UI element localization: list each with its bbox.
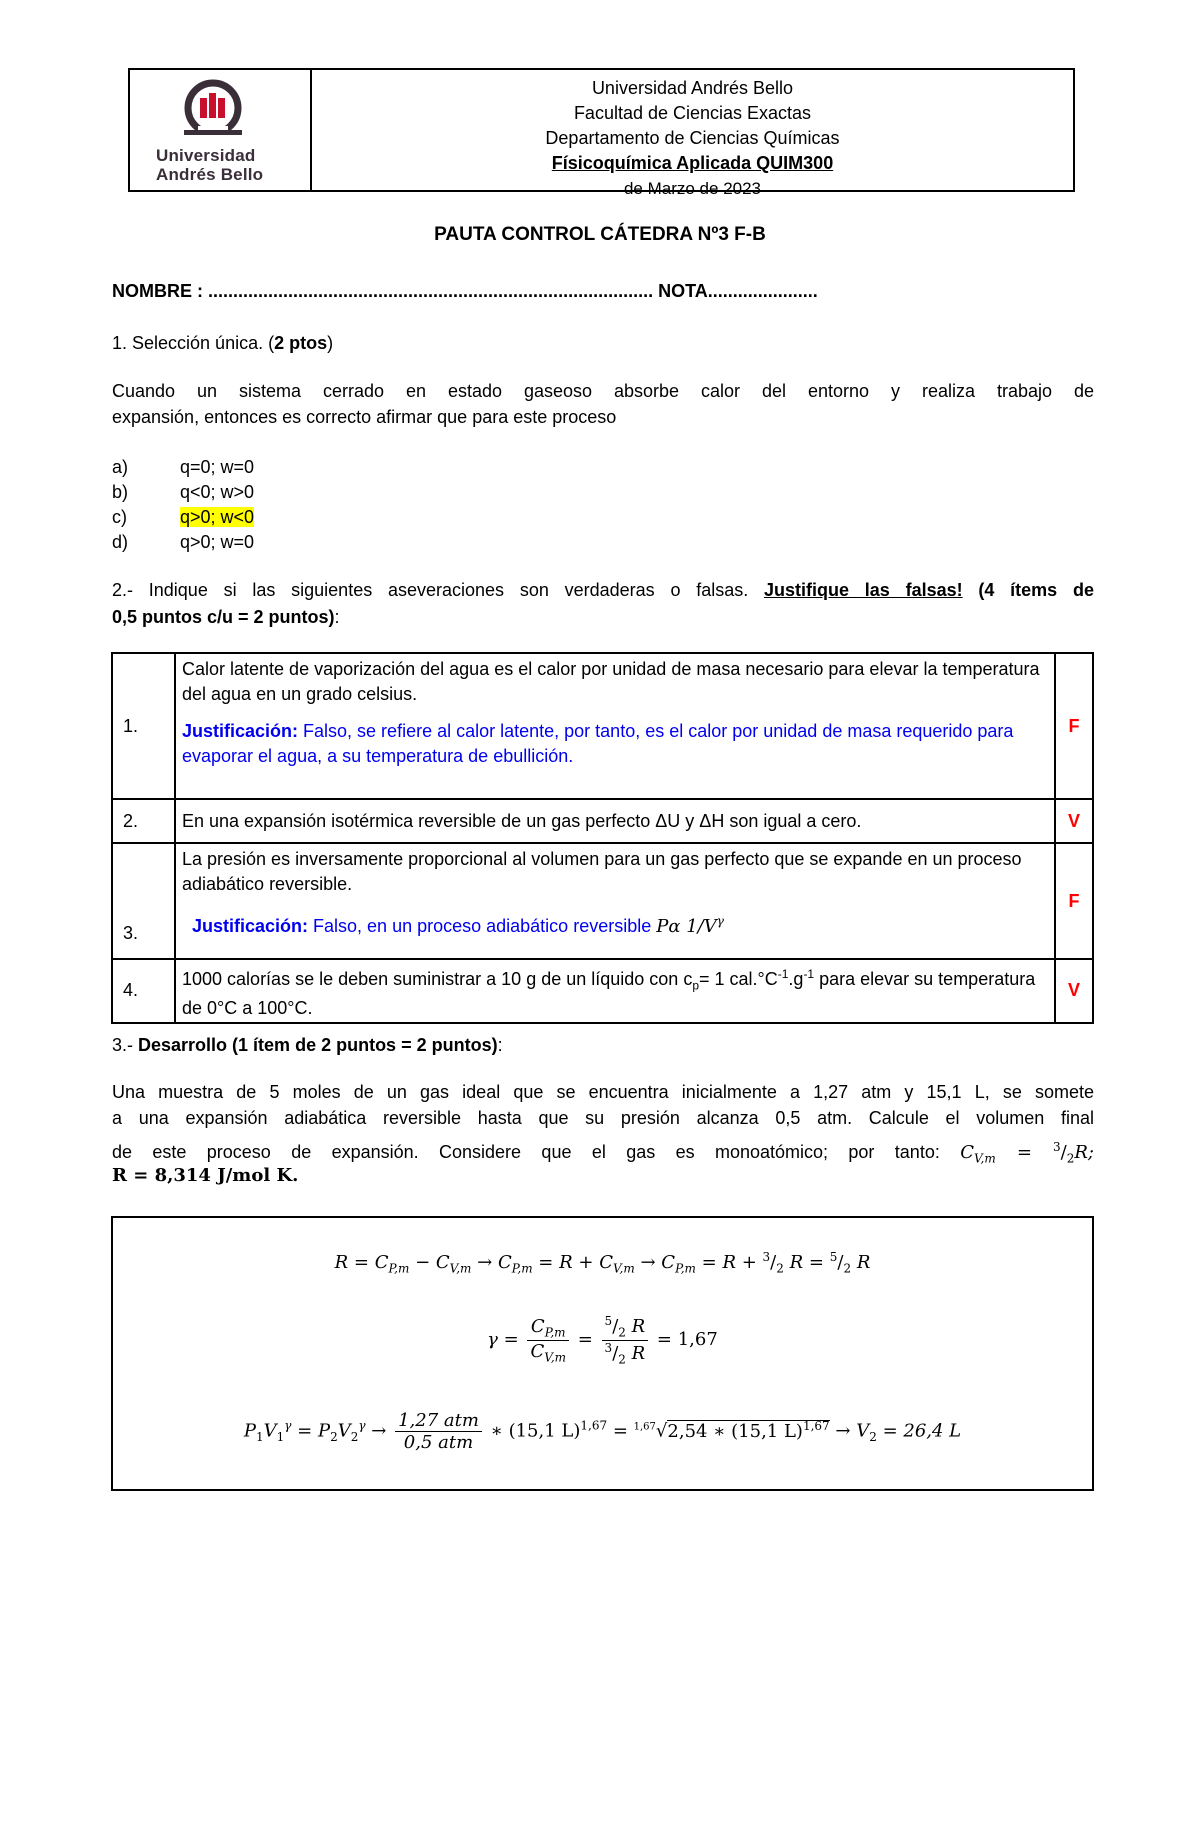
option-text: q>0; w=0 (180, 532, 255, 552)
math-symbol: V (263, 1420, 277, 1442)
solution-box (111, 1216, 1094, 1491)
option-text-highlighted: q>0; w<0 (180, 507, 255, 527)
math-num: 5 (829, 1250, 838, 1264)
item-number: 2. (112, 799, 175, 843)
math-symbol: R (856, 1252, 871, 1273)
math-num: 5 (604, 1314, 613, 1328)
justification-math: Pα 1/V (656, 916, 717, 937)
q1-option-b (112, 480, 254, 505)
q1-heading (112, 330, 1094, 356)
q1-stem-line1: Cuando un sistema cerrado en estado gaseoso absorbe calor del entorno y realiza trabajo de (112, 381, 1094, 401)
math-sub: V,m (973, 1151, 996, 1166)
q2-heading-end: : (334, 607, 340, 627)
item-text: = 1 cal.°C (699, 969, 778, 989)
page-title: PAUTA CONTROL CÁTEDRA Nº3 F-B (434, 224, 766, 245)
q3-line1: Una muestra de 5 moles de un gas ideal que se encuentra inicialmente a 1,27 atm y 15,1 L, se somete (112, 1082, 1094, 1102)
q1-heading-text: 1. Selección única. ( (112, 333, 275, 353)
option-letter: a) (112, 457, 129, 477)
math-symbol: C (960, 1142, 974, 1163)
math-den: 2 (776, 1261, 784, 1276)
university-logo-icon (178, 76, 248, 142)
q2-heading-underline: Justifique las falsas! (764, 580, 963, 600)
q2-heading-bold: (4 ítems de (962, 580, 1094, 600)
item-number: 1. (112, 653, 175, 799)
table-row (112, 653, 1093, 799)
math-symbol: V (856, 1420, 870, 1442)
q3-line2: a una expansión adiabática reversible hasta que su presión alcanza 0,5 atm. Calcule el volumen final (112, 1108, 1094, 1128)
option-letter: b) (112, 482, 129, 502)
math-symbol: R (631, 1316, 646, 1337)
math-num: 1,27 atm (398, 1410, 479, 1431)
math-op: → (471, 1252, 498, 1273)
math-sub: 2 (869, 1430, 877, 1445)
math-sup: γ (284, 1418, 292, 1433)
justification-text: Falso, se refiere al calor latente, por tanto, es el calor por unidad de masa requerido para evaporar el agua, a su temperatura de ebullición. (182, 721, 1014, 766)
equation-1: $R = C_{P,m} - C_{V,m} \to C_{P,m} = R + C_{V,m} \to C_{P,m} = R + ^3/_2$ $R = ^5/_2$ R (334, 1250, 871, 1276)
math-eq: = (995, 1142, 1054, 1163)
math-symbol: R (559, 1252, 573, 1273)
math-symbol: C (530, 1316, 545, 1337)
math-den: 2 (843, 1261, 852, 1276)
q1-heading-points: 2 ptos (274, 333, 328, 353)
math-num: 3 (1053, 1140, 1061, 1154)
justification-label: Justificación: (182, 721, 299, 741)
math-op: = (695, 1252, 723, 1273)
math-sub: V,m (612, 1261, 635, 1276)
item-statement (175, 843, 1055, 959)
item-statement (175, 959, 1055, 1023)
header-info (312, 70, 1073, 198)
math-symbol: C (497, 1252, 512, 1273)
math-sub: V,m (449, 1261, 472, 1276)
item-answer: V (1055, 799, 1093, 843)
math-sup: 1,67 (802, 1418, 830, 1433)
math-op: = (348, 1252, 375, 1273)
item-text: La presión es inversamente proporcional al volumen para un gas perfecto que se expande en un proceso adiabático reversible. (182, 849, 1022, 894)
header-box (128, 68, 1075, 198)
option-text: q<0; w>0 (180, 482, 255, 502)
math-sub: P,m (388, 1261, 410, 1276)
q3-heading (112, 1032, 1094, 1058)
equation-3: $P_1V_1^\gamma = P_2V_2^\gamma$ → $\frac{\text{1,27 atm}}{\text{0,5 atm}}$ ∗ (15,1 L)$^{1,67}$ = $^{1,67}$√2,54 ∗ (15,1 $L)^{1,67} \to V_2 = 26,4$ L (243, 1410, 962, 1453)
item-text: para elevar su temperatura de 0°C a 100°C. (182, 969, 1036, 1018)
math-op: − (409, 1252, 436, 1273)
option-letter: d) (112, 532, 129, 552)
item-statement (175, 799, 1055, 843)
university-name: Universidad Andrés Bello (591, 78, 794, 98)
math-sub: 1 (276, 1430, 285, 1445)
math-op: → (634, 1252, 662, 1273)
q1-option-d (112, 530, 254, 555)
math-symbol: P (317, 1420, 331, 1442)
true-false-table (111, 652, 1094, 1024)
table-row (112, 799, 1093, 843)
item-answer: F (1055, 843, 1093, 959)
logo-cell (130, 70, 312, 190)
math-num: 3 (762, 1250, 771, 1264)
math-sup: γ (358, 1418, 366, 1433)
item-justification (182, 909, 1048, 939)
fraction (527, 1316, 569, 1364)
justification-text: Falso, en un proceso adiabático reversible (308, 916, 657, 936)
math-symbol: R (722, 1252, 736, 1273)
math-symbol: γ (487, 1329, 498, 1351)
name-line: NOMBRE : ......................................................................................... NOTA...................... (112, 281, 818, 301)
math-symbol: P (243, 1420, 256, 1442)
math-op: = (803, 1252, 830, 1273)
math-num: 3 (604, 1340, 613, 1355)
math-symbol: V (337, 1420, 351, 1442)
fraction: $\frac{^5/_2 R}{^3/_2 R}$ (602, 1314, 649, 1366)
math-symbol: C (435, 1252, 450, 1273)
q1-heading-end: ) (327, 333, 334, 353)
math-den: 2 (1066, 1151, 1075, 1166)
math-result: 26,4 L (903, 1420, 962, 1442)
item-justification (182, 719, 1048, 769)
logo-text (156, 146, 263, 184)
item-text: En una expansión isotérmica reversible de un gas perfecto ΔU y ΔH son igual a cero. (182, 810, 862, 831)
subject-name: Físicoquímica Aplicada QUIM300 (551, 153, 834, 173)
math-sub: 1 (255, 1430, 264, 1445)
item-statement (175, 653, 1055, 799)
math-symbol: R (789, 1252, 804, 1273)
math-sup: 1,67 (580, 1418, 608, 1433)
q1-stem-line2: expansión, entonces es correcto afirmar que para este proceso (112, 407, 617, 427)
math-sub: P,m (675, 1261, 696, 1276)
q3-heading-bold: Desarrollo (1 ítem de 2 puntos = 2 puntos) (138, 1035, 498, 1055)
math-sub: P,m (544, 1325, 566, 1340)
item-text: 1000 calorías se le deben suministrar a 10 g de un líquido con c (182, 969, 693, 989)
item-answer: F (1055, 653, 1093, 799)
q3-heading-end: : (497, 1035, 503, 1055)
justification-label: Justificación: (192, 916, 309, 936)
justification-math-sup: γ (716, 914, 724, 928)
q2-heading-line2 (112, 604, 1094, 630)
math-symbol: C (374, 1252, 389, 1273)
q3-line3: de este proceso de expansión. Considere que el gas es monoatómico; por tanto: $C_{V,m} = ^3/_2R$; (112, 1140, 1094, 1166)
item-answer: V (1055, 959, 1093, 1023)
q2-heading-line1 (112, 577, 1094, 603)
math-sub: 2 (330, 1430, 338, 1445)
math-den: 2 (618, 1325, 626, 1340)
root-index: 1,67 (633, 1421, 656, 1433)
q3-heading-text: 3.- (112, 1035, 139, 1055)
q2-heading-text: 2.- Indique si las siguientes aseveraciones son verdaderas o falsas. (112, 580, 765, 600)
math-symbol: R; (1074, 1142, 1094, 1163)
math-den: 0,5 atm (403, 1432, 474, 1453)
q2-heading-points: 0,5 puntos c/u = 2 puntos) (112, 607, 335, 627)
option-letter: c) (112, 507, 127, 527)
root-icon: √ (655, 1420, 668, 1442)
item-number: 3. (112, 843, 175, 959)
option-text: q=0; w=0 (180, 457, 255, 477)
root-body (667, 1420, 829, 1442)
item-text-sub: p (692, 978, 700, 993)
q3-line4: R = 8,314 J/mol K. (112, 1165, 299, 1186)
table-row (112, 843, 1093, 959)
math-sub: 2 (350, 1430, 359, 1445)
item-text: Calor latente de vaporización del agua es el calor por unidad de masa necesario para elevar la temperatura del agua en un grado celsius. (182, 659, 1040, 704)
q3-line3-text: de este proceso de expansión. Considere que el gas es monoatómico; por tanto: (112, 1142, 961, 1162)
item-number: 4. (112, 959, 175, 1023)
logo-text-line2: Andrés Bello (156, 165, 264, 184)
math-symbol: C (530, 1340, 545, 1362)
q1-option-c (112, 505, 254, 530)
item-text: .g (788, 969, 804, 989)
q1-option-a (112, 455, 254, 480)
equation-2: γ = $\frac{C_{P,m}}{C_{V,m}}$ = $\frac{^5/_2 R}{^3/_2 R}$ = 1,67 (487, 1314, 718, 1367)
math-den: 2 (618, 1352, 626, 1367)
item-text-sup: -1 (777, 967, 789, 981)
department-name: Departamento de Ciencias Químicas (545, 128, 840, 148)
math-op: + (736, 1252, 763, 1273)
fraction (395, 1410, 482, 1453)
logo-text-line1: Universidad (156, 146, 256, 165)
math-symbol: R (631, 1342, 646, 1364)
math-op: + (572, 1252, 600, 1273)
math-symbol: C (661, 1252, 676, 1273)
math-sub: V,m (544, 1350, 567, 1365)
table-row (112, 959, 1093, 1023)
math-symbol: C (599, 1252, 613, 1273)
math-op: = (532, 1252, 560, 1273)
item-text-sup: -1 (803, 967, 815, 981)
math-sub: P,m (511, 1261, 533, 1276)
math-text: 2,54 ∗ (15,1 L) (667, 1420, 803, 1442)
exam-date: de Marzo de 2023 (623, 179, 762, 198)
math-result: 1,67 (677, 1329, 718, 1351)
math-symbol: R (334, 1252, 349, 1273)
faculty-name: Facultad de Ciencias Exactas (573, 103, 812, 123)
math-text: ∗ (15,1 L) (484, 1420, 581, 1442)
